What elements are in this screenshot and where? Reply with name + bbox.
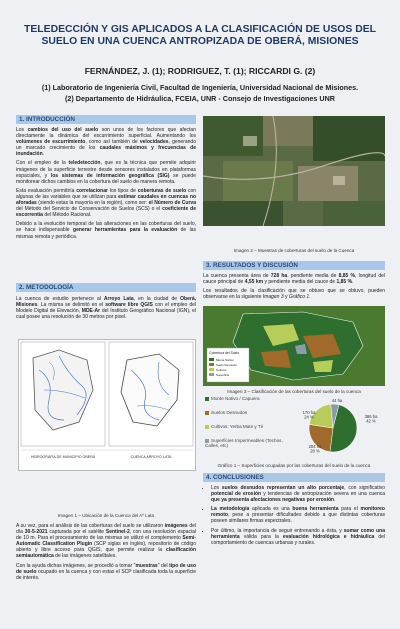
results-text: La cuenca presenta área de 728 ha, pendiente media de 8,85 %, longitud del cauce principal de 4,55 km y pendiente media del cauce de 1,85 %. Los resultados de la clasificación que se obtuvo que se obtuvo, pueden observarse en la siguiente Imagen 3 y Gráfico 1.: [203, 273, 385, 301]
pie-legend-swatch: [205, 425, 209, 429]
pie-legend-swatch: [205, 397, 209, 401]
poster-title: TELEDECCIÓN Y GIS APLICADOS A LA CLASIFICACIÓN DE USOS DEL SUELO EN UNA CUENCA ANTROPIZADA DE OBERÁ, MISIONES: [24, 24, 376, 47]
method-text-1: La cuenca de estudio pertenece al Arroyo Lata, en la ciudad de Oberá, Misiones. La misma se delimitó en el software libre QGIS con el empleo del Modelo Digital de Elevación, MDE-Ar del Instituto Geográfico Nacional (IGN), el cual posee una resolución de 30 metros por pixel.: [16, 296, 196, 321]
caption-img2: Imagen 2 – Muestras de coberturas del suelo de la Cuenca: [233, 248, 355, 253]
affiliation-2: (2) Departamento de Hidráulica, FCEIA, UNR - Consejo de Investigaciones UNR: [65, 94, 335, 103]
pie-label-2: 204 ha 28 %: [308, 444, 322, 454]
pie-legend-label: Cultivos: Yerba Mate y Té: [211, 424, 264, 429]
pie-legend-item: [205, 410, 285, 415]
legend-item-4: Superficie: [216, 373, 230, 377]
pie-legend-swatch: [205, 411, 209, 415]
pie-legend-item: [205, 396, 285, 401]
pie-legend-label: Suelos Desnudos: [211, 410, 248, 415]
legend-item-3: Cultivos: [216, 368, 227, 372]
caption-img1: Imagen 1 – Ubicación de la Cuenca del Aº Lata: [57, 513, 155, 518]
section-results-header: 3. RESULTADOS Y DISCUSIÓN: [203, 261, 385, 270]
caption-chart1: Gráfico 1 – Superficies ocupadas por las coberturas del suelo de la cuenca: [217, 463, 371, 468]
pie-legend-label: Monte Nativo / Capuera: [211, 396, 260, 401]
legend-item-1: Monte Nativo: [216, 358, 234, 362]
pie-chart: [203, 396, 385, 460]
legend-item-2: Suelo Desnudo: [216, 363, 237, 367]
pie-legend-swatch: [205, 439, 209, 443]
conclusions-text: • Los suelos desnudos representan un alto porcentaje, con significativo potencial de erosión y tendencias de antropización severa en una cuenca que ya presenta afectaciones negativas por erosión. • La metodología aplicada es una buena herramienta para el monitoreo remoto, pese a presentar dificultades debido a que distintas coberturas poseen similares firmas espectrales. • Por último, la importancia de seguir entrenando a ésta, y sumar como una herramienta válida para la evaluación hidrológica e hidráulica del comportamiento de cuencas urbanas y rurales.: [203, 485, 385, 549]
location-map-image: [18, 339, 196, 471]
satellite-samples-image: [203, 116, 385, 226]
map-label-hydro: HIDROGRAFÍA DE MUNICIPIO OBERÁ: [30, 455, 96, 459]
legend-title: Cobertura del Suelo: [209, 351, 240, 355]
pie-svg: [285, 396, 385, 460]
authors: FERNÁNDEZ, J. (1); RODRIGUEZ, T. (1); RICCARDI G. (2): [84, 66, 316, 76]
intro-text: Los cambios del uso del suelo son unos de los factores que afectan directamente la dinámica del escurrimiento superficial. Aumentando los volúmenes de escurrimiento, como así también de velocidades, generando un marcado crecimiento de los caudales máximos y frecuencias de inundación. Con el empleo de la teledetección, que es la técnica que permite adquirir imágenes de la superficie terrestre desde sensores instalados en plataformas espaciales, y los sistemas de información geográfica (SIG) se puede monitorear dichos cambios en la cobertura del suelo de manera remota. Esta evaluación permitiría correlacionar los tipos de coberturas de suelo con algunas de las variables que se utilizan para estimar caudales en cuencas no aforadas (siendo estas la mayoría en la región), como ser: el Número de Curva del Método del Servicio de Conservación de Suelos (SCS) o el coeficiente de escorrentía del Método Racional. Debido a la evolución temporal de las alteraciones en las coberturas del suelo, se hace indispensable generar herramientas para la evaluación de las mismas remota y periódica.: [16, 127, 197, 240]
section-conclusions-header: 4. CONCLUSIONES: [203, 473, 385, 482]
affiliation-1: (1) Laboratorio de Ingeniería Civil, Facultad de Ingeniería, Universidad Nacional de Misiones.: [41, 83, 359, 92]
pie-label-1: 386 ha 42 %: [364, 414, 378, 424]
pie-label-3: 170 ha 24 %: [302, 410, 316, 420]
caption-img3: Imagen 3 – Clasificación de las coberturas del suelo de la cuenca: [227, 389, 361, 394]
section-intro-header: 1. INTRODUCCIÓN: [16, 115, 196, 124]
classification-map-image: [203, 306, 385, 386]
section-method-header: 2. METODOLOGÍA: [16, 283, 196, 292]
pie-label-4: 44 ha: [331, 398, 343, 403]
pie-legend-item: [205, 424, 285, 429]
pie-legend-item: [205, 438, 285, 448]
map-label-basin: CUENCA ARROYO LATA: [130, 455, 172, 459]
pie-legend-label: Superficies Impermeables (Techos, Calles, etc): [205, 438, 283, 449]
method-text-2: A su vez, para el análisis de las coberturas del suelo se utilizaron imágenes del día 30-5-2021 capturada por el satélite Sentinel-2, con una resolución espacial de 10 m. Para el procesamiento de las mismas se utilizó el complemento Semi-Automatic Classification Plugin (SCP siglas en inglés), repositorio de código abierto y libre acceso para QGIS, que permite realizar la clasificación semiautomática de las imágenes satelitales. Con la ayuda dichas imágenes, se procedió a tomar "muestras" del tipo de uso de suelo ocupado en la cuenca y con estas el SCP clasificada toda la superficie de interés.: [16, 523, 196, 581]
